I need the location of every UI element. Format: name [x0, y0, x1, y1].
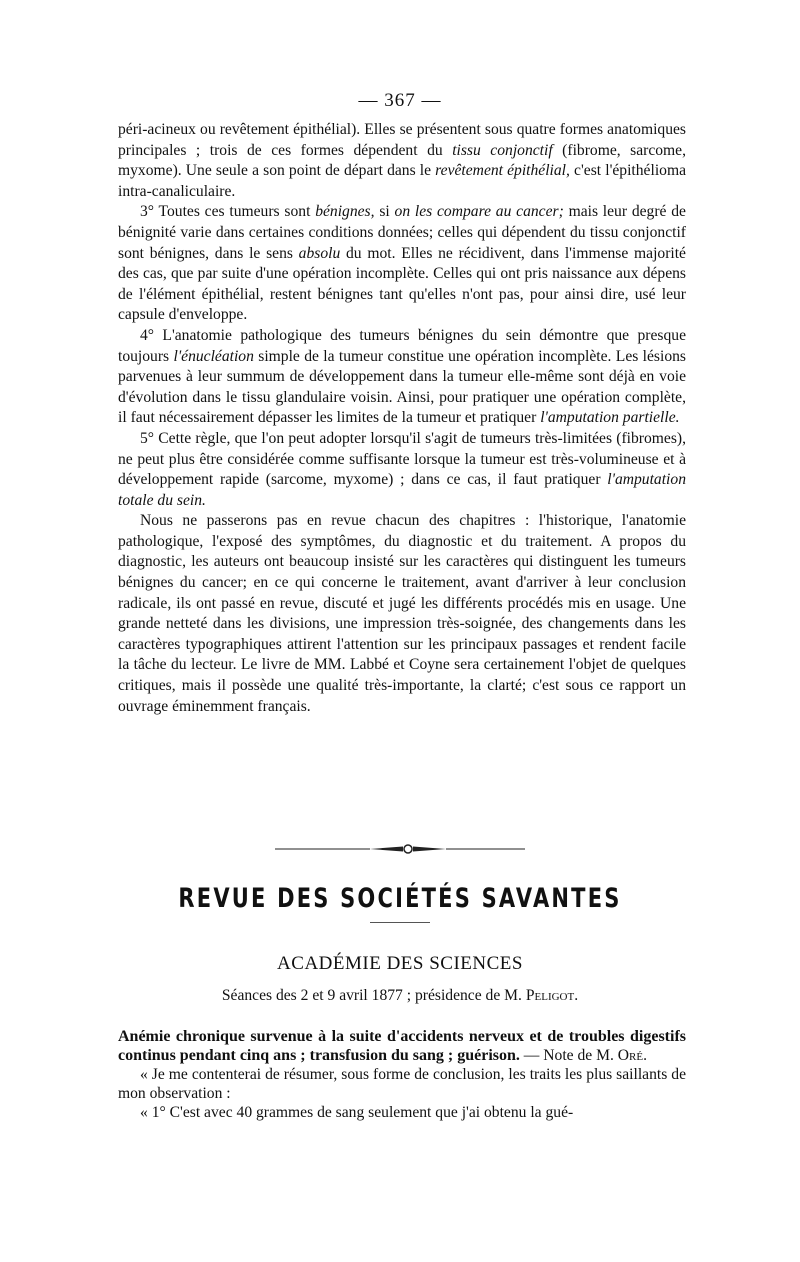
note-author: Oré [617, 1047, 644, 1064]
note-headline: Anémie chronique survenue à la suite d'accidents nerveux et de troubles digestifs continus pendant cinq ans ; transfusion du sang ; guérison. [118, 1028, 686, 1064]
text-segment: Nous ne passerons pas en revue chacun des chapitres : l'historique, l'anatomie pathologique, l'exposé des symptômes, du diagnostic et du traitement. A propos du diagnostic, les auteurs ont beaucoup insisté sur les caractères qui distinguent les tumeurs bénignes du cancer; en ce qui concerne le traitement, avant d'arriver à leur conclusion radicale, ils ont passé en revue, discuté et jugé les différents procédés mis en usage. Une grande netteté dans les divisions, une impression très-soignée, des changements dans les caractères typographiques attirent l'attention sur les principaux passages et rendent facile la tâche du lecteur. Le livre de MM. Labbé et Coyne sera certainement l'objet de quelques critiques, mais il possède une qualité très-importante, la clarté; c'est sous ce rapport un ouvrage éminemment français. [118, 512, 686, 715]
text-segment: c'est l'épithélioma intra-canaliculaire. [118, 162, 686, 200]
note-block [118, 1027, 686, 1122]
section-title: REVUE DES SOCIÉTÉS SAVANTES [178, 883, 622, 913]
note-byline-end: . [643, 1047, 648, 1064]
italic-segment: tissu conjonctif [452, 141, 553, 159]
text-segment: 4° L'anatomie pathologique des tumeurs bénignes du sein démontre que presque toujours [118, 326, 686, 365]
text-segment: simple de la tumeur constitue une opération incomplète. Les lésions parvenues à leur summum de développement dans la tumeur elle-même sont déjà en voie d'évolution dans le tissu glandulaire voisin. Ainsi, pour pratiquer une opération complète, il faut nécessairement dépasser les limites de la tumeur et pratiquer [118, 347, 686, 427]
sessions-end: . [574, 987, 579, 1004]
paragraph-4 [118, 429, 686, 511]
text-segment: 5° Cette règle, que l'on peut adopter lorsqu'il s'agit de tumeurs très-limitées (fibromes), ne peut plus être considérée comme suffisante lorsque la tumeur est très-volumineuse et à développement rapide (sarcome, myxome) ; dans ce cas, il faut pratiquer [118, 429, 686, 489]
president-name: Peligot [525, 987, 575, 1004]
text-segment: (fibrome, sarcome, myxome). Une seule a son point de départ dans le [118, 141, 687, 180]
italic-segment: l'amputation partielle. [540, 409, 680, 427]
italic-segment: l'énucléation [173, 347, 254, 365]
text-segment: 3° Toutes ces tumeurs sont [140, 203, 316, 221]
paragraph-3 [118, 326, 686, 429]
note-line-2: « 1° C'est avec 40 grammes de sang seulement que j'ai obtenu la gué- [140, 1104, 574, 1121]
page-number: — 367 — [358, 90, 442, 111]
italic-segment: absolu [298, 244, 341, 262]
italic-segment: revêtement épithélial, [435, 162, 570, 180]
sessions-line [0, 987, 800, 1005]
paragraph-1 [118, 120, 686, 202]
review-body [118, 120, 686, 717]
italic-segment: on les compare au cancer; [394, 203, 564, 221]
ornamental-separator [275, 842, 525, 856]
note-line-1: « Je me contenterai de résumer, sous forme de conclusion, les traits les plus saillants de mon observation : [118, 1066, 686, 1102]
paragraph-2 [118, 202, 686, 326]
note-heading [118, 1027, 686, 1065]
title-underline [370, 922, 430, 923]
italic-segment: bénignes, [315, 203, 375, 221]
text-segment: mais leur degré de bénignité varie dans certaines conditions données; celles qui dépendent du tissu conjonctif sont bénignes, dans le sens [118, 203, 686, 262]
text-segment: si [374, 203, 395, 221]
note-byline-prefix: — Note de M. [519, 1047, 618, 1064]
text-segment: péri-acineux ou revêtement épithélial). Elles se présentent sous quatre formes anatomiques principales ; trois de ces formes dépendent du [118, 121, 686, 159]
text-segment: du mot. Elles ne récidivent, dans l'immense majorité des cas, que par suite d'une opération incomplète. Celles qui ont pris naissance aux dépens de l'élément épithélial, restent bénignes tant qu'elles n'ont pas, pour ainsi dire, usé leur capsule d'enveloppe. [118, 244, 686, 324]
paragraph-5 [118, 511, 686, 717]
italic-segment: l'amputation totale du sein. [118, 471, 686, 509]
sessions-text: Séances des 2 et 9 avril 1877 ; présidence de M. [221, 987, 526, 1004]
academy-heading: ACADÉMIE DES SCIENCES [277, 953, 523, 974]
